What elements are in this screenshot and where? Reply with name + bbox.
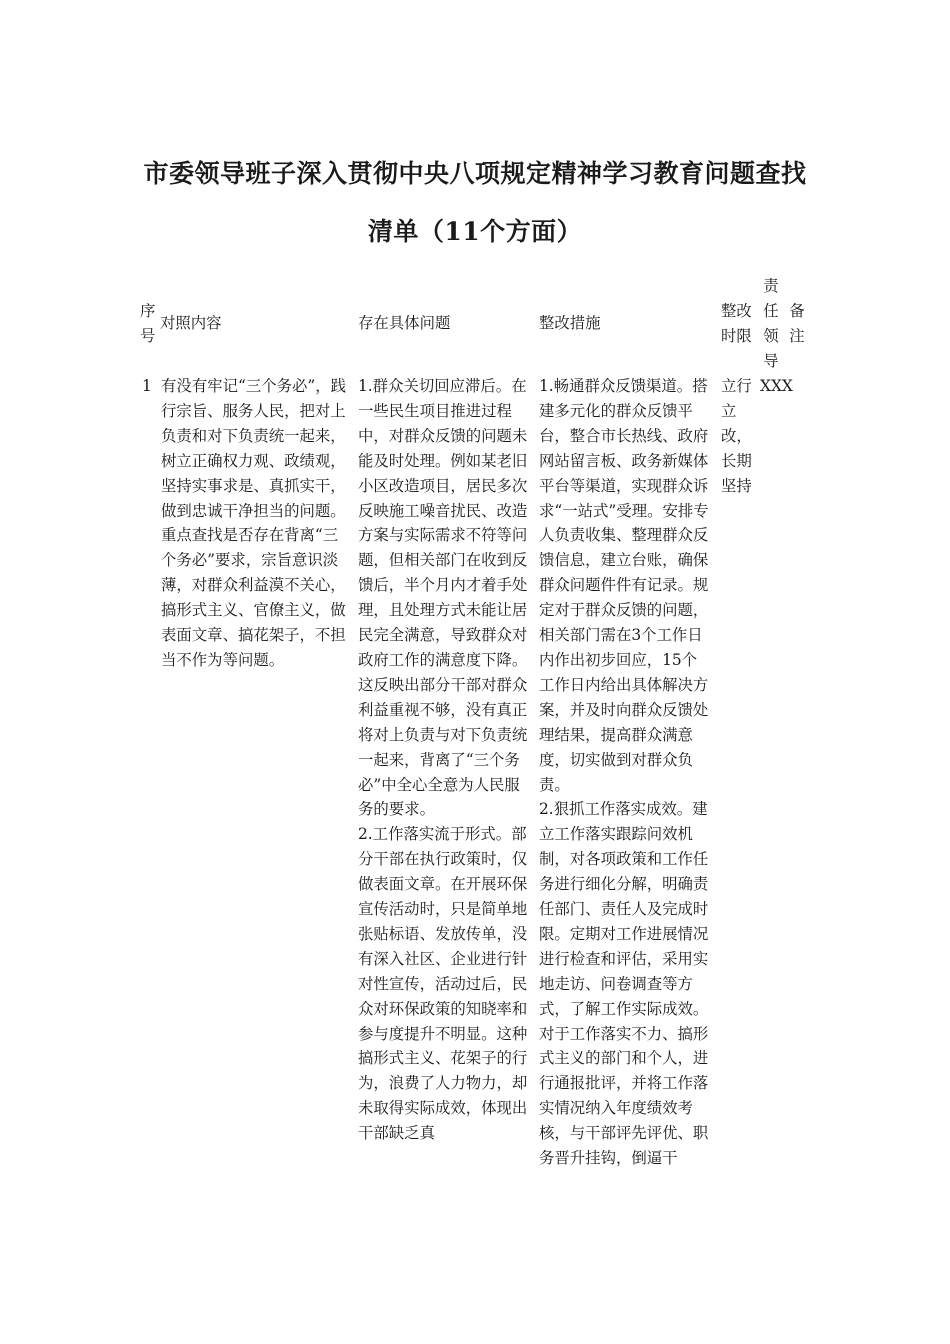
header-problems: 存在具体问题 bbox=[358, 314, 451, 332]
cell-measures bbox=[539, 374, 710, 1171]
cell-reference: 有没有牢记“三个务必”，践行宗旨、服务人民，把对上负责和对下负责统一起来，树立正确权力观、政绩观，坚持实事求是、真抓实干，做到忠诚干净担当的问题。重点查找是否存在背离“三个务必”要求，宗旨意识淡薄，对群众利益漠不关心，搞形式主义、官僚主义，做表面文章、搞花架子，不担当不作为等问题。 bbox=[161, 377, 347, 669]
header-reference: 对照内容 bbox=[160, 314, 222, 332]
cell-deadline: 立行立改，长期坚持 bbox=[721, 377, 752, 495]
header-leader: 责任领导 bbox=[763, 277, 779, 370]
header-deadline: 整改时限 bbox=[721, 302, 752, 345]
header-remark: 备注 bbox=[789, 302, 805, 345]
problem-item: 1.群众关切回应滞后。在一些民生项目推进过程中，对群众反馈的问题未能及时处理。例如某老旧小区改造项目，居民多次反映施工噪音扰民、改造方案与实际需求不符等问题，但相关部门在收到反馈后，半个月内才着手处理，且处理方式未能让居民完全满意，导致群众对政府工作的满意度下降。这反映出部分干部对群众利益重视不够，没有真正将对上负责与对下负责统一起来，背离了“三个务必”中全心全意为人民服务的要求。 bbox=[358, 377, 528, 819]
header-measures: 整改措施 bbox=[539, 314, 601, 332]
cell-leader: XXX bbox=[760, 377, 793, 395]
document-title: 市委领导班子深入贯彻中央八项规定精神学习教育问题查找清单（11个方面） bbox=[143, 159, 807, 246]
header-seq: 序号 bbox=[140, 302, 156, 345]
cell-problems bbox=[358, 374, 528, 1146]
cell-seq: 1 bbox=[142, 377, 152, 395]
measure-item: 1.畅通群众反馈渠道。搭建多元化的群众反馈平台，整合市长热线、政府网站留言板、政务新媒体平台等渠道，实现群众诉求“一站式”受理。安排专人负责收集、整理群众反馈信息，建立台账，确保群众问题件件有记录。规定对于群众反馈的问题，相关部门需在3个工作日内作出初步回应，15个工作日内给出具体解决方案，并及时向群众反馈处理结果，提高群众满意度，切实做到对群众负责。 bbox=[539, 377, 709, 794]
problem-item: 2.工作落实流于形式。部分干部在执行政策时，仅做表面文章。在开展环保宣传活动时，只是简单地张贴标语、发放传单，没有深入社区、企业进行针对性宣传，活动过后，民众对环保政策的知晓率和参与度提升不明显。这种搞形式主义、花架子的行为，浪费了人力物力，却未取得实际成效，体现出干部缺乏真 bbox=[358, 825, 528, 1143]
measure-item: 2.狠抓工作落实成效。建立工作落实跟踪问效机制，对各项政策和工作任务进行细化分解，明确责任部门、责任人及完成时限。定期对工作进展情况进行检查和评估，采用实地走访、问卷调查等方式，了解工作实际成效。对于工作落实不力、搞形式主义的部门和个人，进行通报批评，并将工作落实情况纳入年度绩效考核，与干部评先评优、职务晋升挂钩，倒逼干 bbox=[539, 800, 709, 1168]
